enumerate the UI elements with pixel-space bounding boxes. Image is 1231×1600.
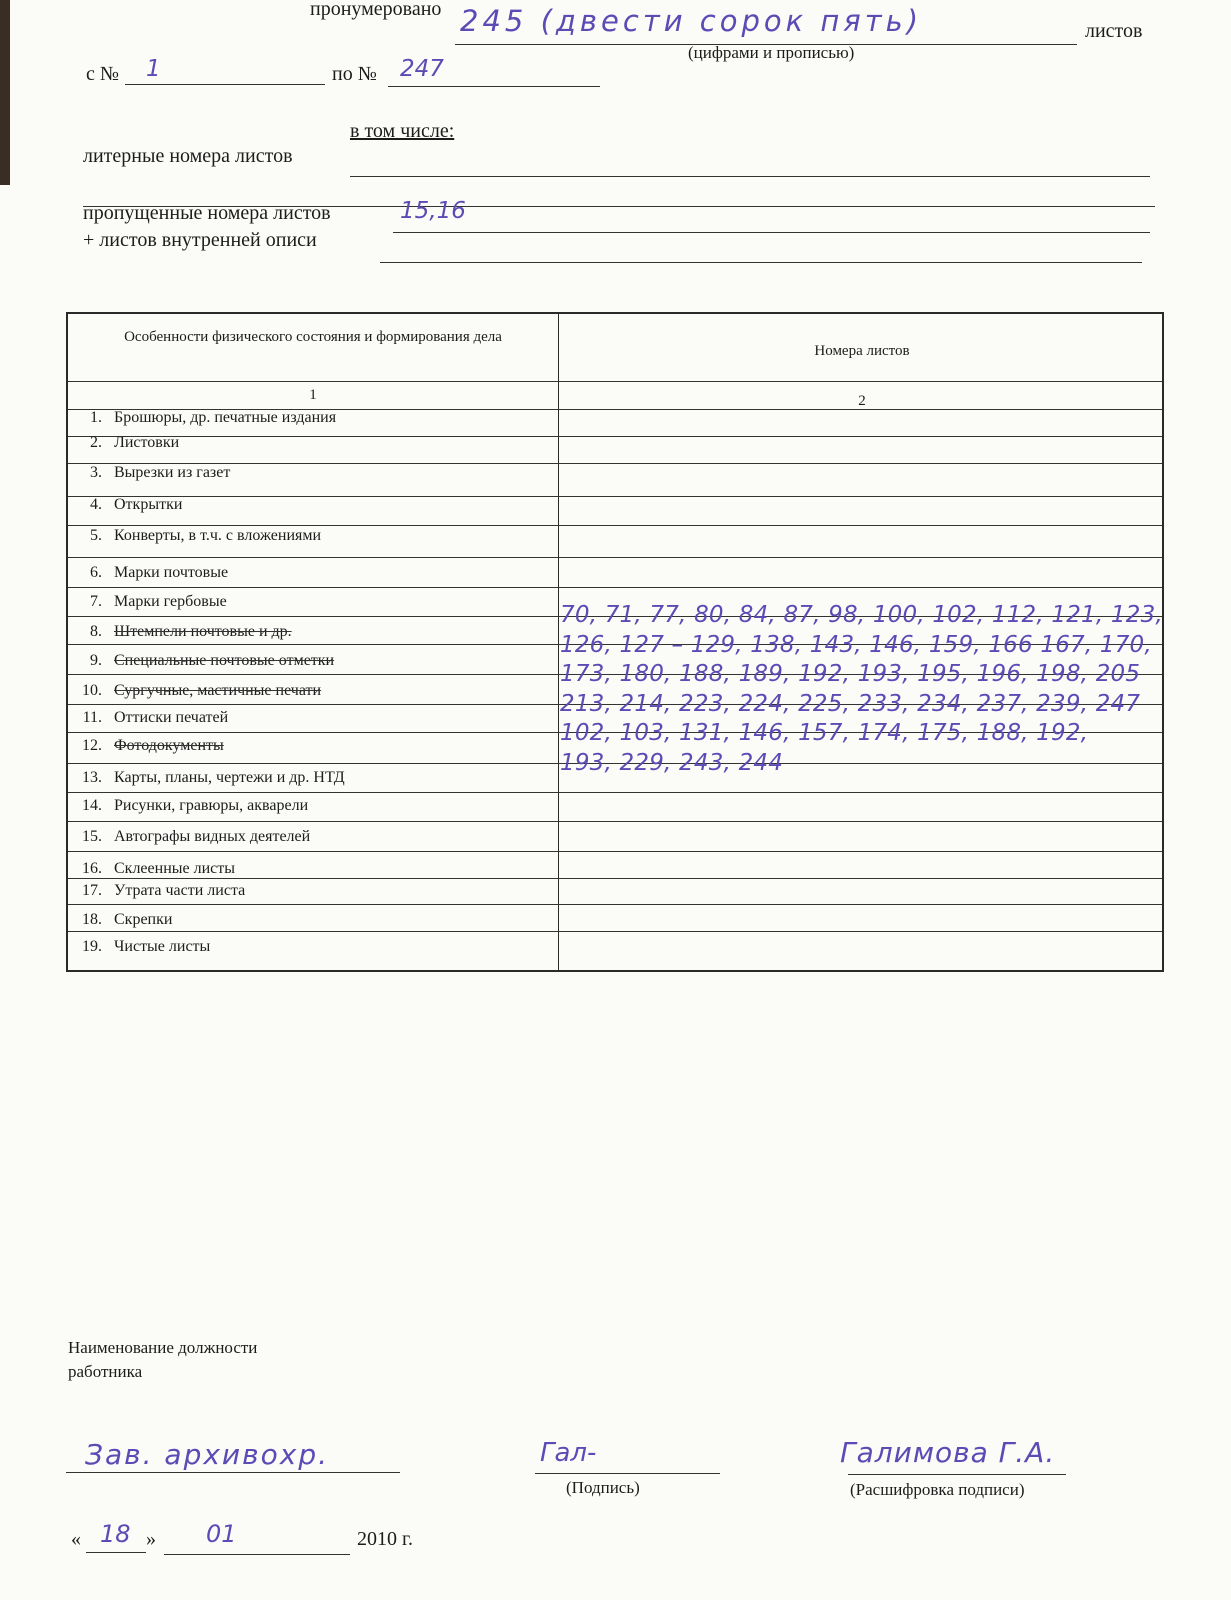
table-row-struck: 10. Сургучные, мастичные печати: [82, 682, 322, 699]
to-underline: [388, 86, 600, 87]
signature-underline: [535, 1473, 720, 1474]
handwritten-line: 126, 127 – 129, 138, 143, 146, 159, 166 167, 170,: [560, 631, 1152, 658]
to-value: 247: [400, 56, 444, 82]
scan-edge: [0, 0, 10, 185]
row-divider: [68, 496, 1162, 497]
date-year: 2010 г.: [357, 1528, 413, 1550]
inner-inventory-line: [380, 262, 1142, 263]
table-row: 18. Скрепки: [82, 911, 173, 928]
table-row: 16. Склеенные листы: [82, 860, 235, 877]
row-divider: [68, 557, 1162, 558]
signature-caption: (Подпись): [566, 1478, 640, 1497]
table-row: 13. Карты, планы, чертежи и др. НТД: [82, 769, 345, 786]
inner-inventory-label: + листов внутренней описи: [83, 229, 317, 251]
table-row: 3. Вырезки из газет: [90, 464, 231, 481]
from-value: 1: [146, 56, 161, 82]
table-row: 2. Листовки: [90, 434, 180, 451]
date-month: 01: [206, 1520, 237, 1548]
date-close-quote: »: [146, 1528, 156, 1550]
table-row-struck: 9. Специальные почтовые отметки: [90, 652, 335, 669]
col2-number: 2: [858, 393, 866, 409]
sheets-suffix: листов: [1085, 20, 1143, 42]
date-open-quote: «: [71, 1528, 81, 1550]
row-divider: [68, 931, 1162, 932]
position-label-line2: работника: [68, 1362, 143, 1381]
col2-header: Номера листов: [814, 343, 910, 359]
numbered-prefix: пронумеровано: [310, 0, 442, 20]
table-row: 5. Конверты, в т.ч. с вложениями: [90, 527, 322, 544]
position-underline: [66, 1472, 400, 1473]
decoding-caption: (Расшифровка подписи): [850, 1480, 1025, 1499]
day-underline: [86, 1552, 146, 1553]
header-divider: [68, 381, 1162, 382]
table-row: 6. Марки почтовые: [90, 564, 229, 581]
col1-header: Особенности физического состояния и формирования дела: [124, 329, 502, 345]
from-label: с №: [86, 63, 119, 85]
from-underline: [125, 84, 325, 85]
table-row: 1. Брошюры, др. печатные издания: [90, 409, 337, 426]
row-divider: [68, 851, 1162, 852]
row-divider: [68, 587, 1162, 588]
row-divider: [68, 904, 1162, 905]
to-label: по №: [332, 63, 377, 85]
decoding-underline: [848, 1474, 1066, 1475]
letter-numbers-line: [350, 176, 1150, 177]
skipped-value: 15,16: [400, 198, 466, 224]
table-row: 15. Автографы видных деятелей: [82, 828, 311, 845]
table-row: 4. Открытки: [90, 496, 183, 513]
decoding-value: Галимова Г.А.: [840, 1436, 1056, 1469]
handwritten-line: 193, 229, 243, 244: [560, 749, 784, 776]
count-handwritten: 245 (двести сорок пять): [460, 4, 923, 38]
position-value: Зав. архивохр.: [85, 1438, 329, 1471]
handwritten-line: 70, 71, 77, 80, 84, 87, 98, 100, 102, 112, 121, 123,: [560, 602, 1163, 628]
table-row: 17. Утрата части листа: [82, 882, 246, 899]
row-divider: [68, 436, 1162, 437]
table-row: 11. Оттиски печатей: [82, 709, 229, 726]
signature: Гал-: [540, 1438, 597, 1468]
skipped-label: пропущенные номера листов: [83, 202, 331, 224]
date-day: 18: [100, 1520, 131, 1548]
letter-numbers-label: литерные номера листов: [83, 145, 293, 167]
handwritten-line: 102, 103, 131, 146, 157, 174, 175, 188, 192,: [560, 720, 1089, 746]
position-label-line1: Наименование должности: [68, 1338, 258, 1357]
row-divider: [68, 821, 1162, 822]
row-divider: [68, 525, 1162, 526]
row-divider: [68, 878, 1162, 879]
table-row: 7. Марки гербовые: [90, 593, 227, 610]
table-row-struck: 8. Штемпели почтовые и др.: [90, 623, 292, 640]
handwritten-line: 173, 180, 188, 189, 192, 193, 195, 196, 198, 205: [560, 661, 1141, 687]
skipped-line: [393, 232, 1150, 233]
table-row-struck: 12. Фотодокументы: [82, 737, 224, 754]
handwritten-line: 213, 214, 223, 224, 225, 233, 234, 237, 239, 247: [560, 690, 1141, 717]
col1-number: 1: [309, 387, 317, 403]
handwritten-sheet-numbers: [560, 601, 1163, 778]
table-row: 14. Рисунки, гравюры, акварели: [82, 797, 309, 814]
month-underline: [164, 1554, 350, 1555]
table-row: 19. Чистые листы: [82, 938, 211, 955]
row-divider: [68, 463, 1162, 464]
including-label: в том числе:: [350, 120, 455, 142]
count-caption: (цифрами и прописью): [688, 43, 855, 62]
row-divider: [68, 792, 1162, 793]
